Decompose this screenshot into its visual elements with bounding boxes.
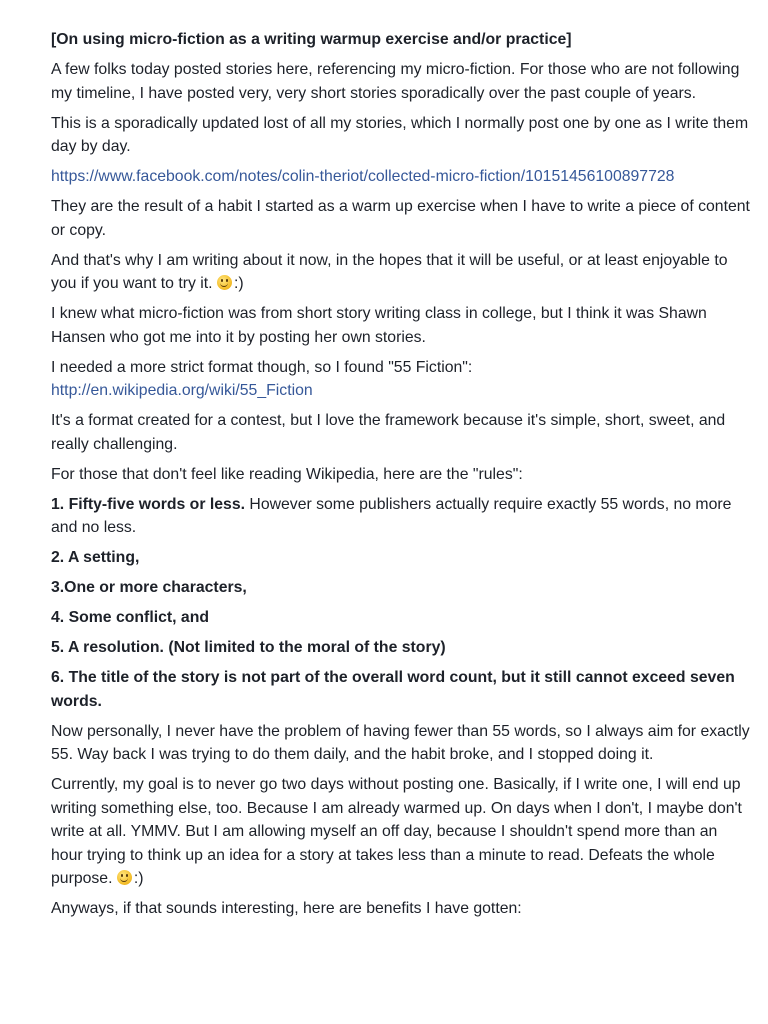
smiley-text: :) <box>233 275 244 292</box>
paragraph-habit: They are the result of a habit I started as a warm up exercise when I have to write a piece of content or copy. <box>51 198 750 239</box>
post-title: [On using micro-fiction as a writing warmup exercise and/or practice] <box>51 31 572 48</box>
post-body <box>51 28 751 927</box>
paragraph-format-text: I needed a more strict format though, so I found "55 Fiction": <box>51 358 473 376</box>
wikipedia-link[interactable]: http://en.wikipedia.org/wiki/55_Fiction <box>51 382 313 399</box>
paragraph-benefits: Anyways, if that sounds interesting, here are benefits I have gotten: <box>51 900 522 917</box>
rule-1-detail: However some publishers actually require exactly 55 words, no more and no less. <box>51 495 732 536</box>
rule-4: 4. Some conflict, and <box>51 609 209 626</box>
paragraph-intro: A few folks today posted stories here, referencing my micro-fiction. For those who are not following my timeline, I have posted very, very short stories sporadically over the past couple of years. <box>51 61 740 102</box>
paragraph-personal: Now personally, I never have the problem of having fewer than 55 words, so I always aim for exactly 55. Way back I was trying to do them daily, and the habit broke, and I stopped doing it. <box>51 722 750 763</box>
rule-2: 2. A setting, <box>51 549 140 566</box>
paragraph-why <box>51 249 751 296</box>
paragraph-contest: It's a format created for a contest, but I love the framework because it's simple, short, sweet, and really challenging. <box>51 412 726 453</box>
paragraph-why-text: And that's why I am writing about it now, in the hopes that it will be useful, or at least enjoyable to you if you want to try it. <box>51 251 728 292</box>
smiley-text: :) <box>133 870 144 887</box>
smiley-face-icon <box>217 275 232 290</box>
smiley-face-icon <box>117 870 132 885</box>
rule-3: 3.One or more characters, <box>51 579 247 596</box>
paragraph-list-description: This is a sporadically updated lost of all my stories, which I normally post one by one as I write them day by day. <box>51 114 749 155</box>
rule-5: 5. A resolution. (Not limited to the moral of the story) <box>51 639 446 656</box>
rule-6: 6. The title of the story is not part of the overall word count, but it still cannot exceed seven words. <box>51 669 735 710</box>
rule-1-heading: 1. Fifty-five words or less. <box>51 495 246 513</box>
paragraph-goal-text: Currently, my goal is to never go two days without posting one. Basically, if I write one, I will end up writing something else, too. Because I am already warmed up. On days when I don't, I maybe don't write at all. YMMV. But I am allowing myself an off day, because I shouldn't spend more than an hour trying to think up an idea for a story at takes less than a minute to read. Defeats the whole purpose. <box>51 776 742 887</box>
link-paragraph-facebook <box>51 165 751 189</box>
paragraph-format <box>51 356 751 403</box>
paragraph-rules-intro: For those that don't feel like reading Wikipedia, here are the "rules": <box>51 465 523 483</box>
facebook-notes-link[interactable]: https://www.facebook.com/notes/colin-theriot/collected-micro-fiction/10151456100897728 <box>51 168 675 185</box>
rule-1 <box>51 493 751 540</box>
paragraph-goal <box>51 773 751 891</box>
paragraph-origin: I knew what micro-fiction was from short story writing class in college, but I think it was Shawn Hansen who got me into it by posting her own stories. <box>51 305 707 346</box>
